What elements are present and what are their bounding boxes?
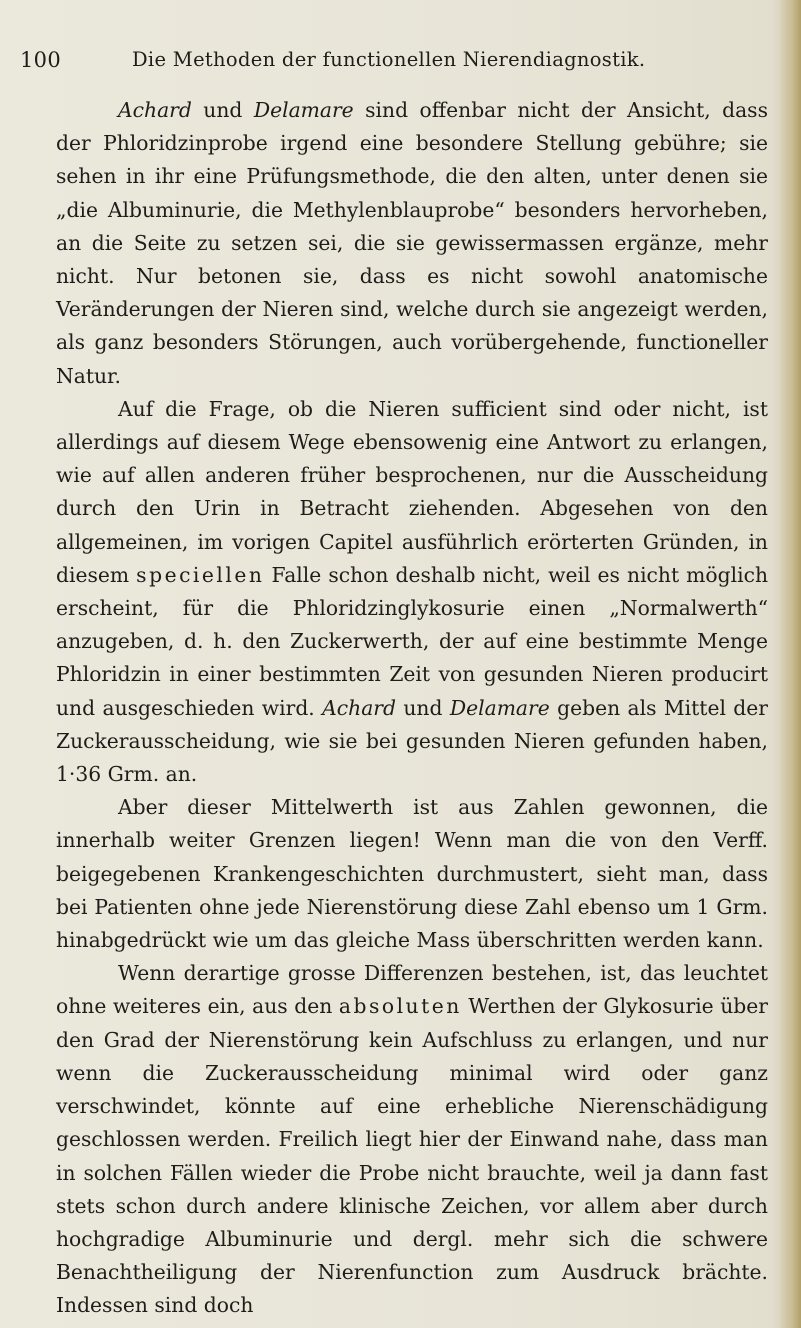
author-name: Delamare: [449, 695, 550, 720]
paragraph: [56, 791, 768, 957]
page-edge-shadow: [779, 0, 801, 1328]
page-header: [20, 48, 760, 88]
emphasis-spaced: speciellen: [136, 562, 265, 587]
paragraph: [56, 957, 768, 1322]
text-span: Werthen der Glykosurie über den Grad der Nierenstörung kein Aufschluss zu erlangen, und nur wenn die Zuckerausscheidung minimal wird oder ganz verschwindet, könnte auf eine erhebliche Nierenschädigung geschlossen werden. Freilich liegt hier der Einwand nahe, dass man in solchen Fällen wieder die Probe nicht brauchte, weil ja dann fast stets schon durch andere klinische Zeichen, vor allem aber durch hochgradige Albuminurie und dergl. mehr sich die schwere Benachtheiligung der Nierenfunction zum Ausdruck brächte. Indessen sind doch: [56, 994, 768, 1318]
author-name: Achard: [118, 98, 192, 122]
text-span: geben als Mittel der Zuckerausscheidung, wie sie bei gesunden Nieren gefunden haben, 1·36 Grm. an.: [56, 695, 768, 787]
running-head: Die Methoden der functionellen Nierendiagnostik.: [132, 48, 646, 71]
text-span: Wenn derartige grosse Differenzen bestehen, ist, das leuchtet ohne weiteres ein, aus den: [56, 961, 768, 1019]
author-name: Delamare: [253, 98, 354, 122]
paragraph: [56, 393, 768, 791]
author-name: Achard: [322, 695, 396, 720]
emphasis-spaced: absoluten: [338, 994, 462, 1019]
text-span: sind offenbar nicht der Ansicht, dass der Phloridzinprobe irgend eine besondere Stellung gebühre; sie sehen in ihr eine Prüfungsmethode, die den alten, unter denen sie „die Albuminurie, die Methylenblauprobe“ besonders hervorheben, an die Seite zu setzen sei, die sie gewissermassen ergänze, mehr nicht. Nur betonen sie, dass es nicht sowohl anatomische Veränderungen der Nieren sind, welche durch sie angezeigt werden, als ganz besonders Störungen, auch vorübergehende, functioneller Natur.: [56, 98, 768, 388]
page-number: 100: [20, 48, 61, 72]
text-span: Falle schon deshalb nicht, weil es nicht möglich erscheint, für die Phloridzinglykosurie einen „Normalwerth“ anzugeben, d. h. den Zuckerwerth, der auf eine bestimmte Menge Phloridzin in einer bestimmten Zeit von gesunden Nieren producirt und ausgeschieden wird.: [56, 562, 769, 720]
paragraph: [56, 94, 768, 393]
text-span: und: [395, 695, 450, 720]
text-span: Auf die Frage, ob die Nieren sufficient sind oder nicht, ist allerdings auf diesem Wege ebensowenig eine Antwort zu erlangen, wie auf allen anderen früher besprochenen, nur die Ausscheidung durch den Urin in Betracht ziehenden. Abgesehen von den allgemeinen, im vorigen Capitel ausführlich erörterten Gründen, in diesem: [56, 396, 768, 587]
body-text: [56, 94, 768, 1323]
text-span: und: [191, 98, 254, 122]
text-span: Aber dieser Mittelwerth ist aus Zahlen gewonnen, die innerhalb weiter Grenzen liegen! Wenn man die von den Verff. beigegebenen Krankengeschichten durchmustert, sieht man, dass bei Patienten ohne jede Nierenstörung diese Zahl ebenso um 1 Grm. hinabgedrückt wie um das gleiche Mass überschritten werden kann.: [56, 795, 768, 953]
